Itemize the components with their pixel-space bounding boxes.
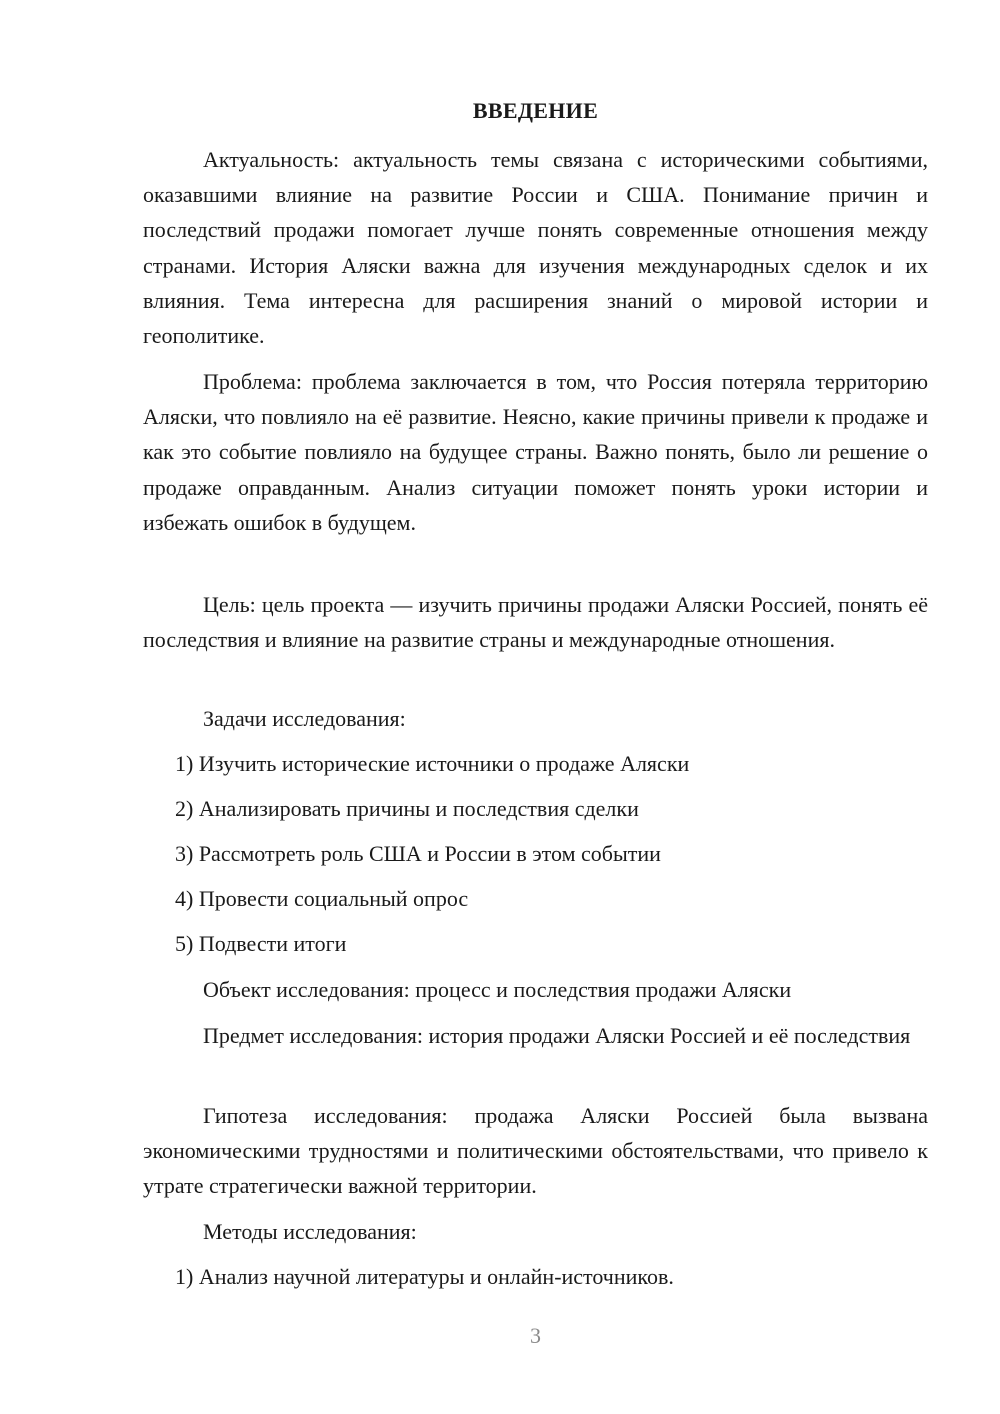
hypothesis-paragraph: Гипотеза исследования: продажа Аляски Россией была вызвана экономическими трудностями и политическими обстоятельствами, что привело к утрате стратегически важной территории. bbox=[143, 1103, 928, 1199]
task-item: 2) Анализировать причины и последствия сделки bbox=[175, 796, 639, 821]
tasks-heading: Задачи исследования: bbox=[203, 706, 406, 731]
method-item: 1) Анализ научной литературы и онлайн-источников. bbox=[175, 1264, 674, 1289]
task-item: 5) Подвести итоги bbox=[175, 931, 347, 956]
goal-paragraph: Цель: цель проекта — изучить причины продажи Аляски Россией, понять её последствия и влияние на развитие страны и международные отношения. bbox=[143, 592, 928, 653]
task-item: 4) Провести социальный опрос bbox=[175, 886, 469, 911]
page-number: 3 bbox=[530, 1323, 541, 1348]
task-item: 3) Рассмотреть роль США и России в этом событии bbox=[175, 841, 661, 866]
relevance-paragraph: Актуальность: актуальность темы связана с историческими событиями, оказавшими влияние на развитие России и США. Понимание причин и последствий продажи помогает лучше понять современные отношения между странами. История Аляски важна для изучения международных сделок и их влияния. Тема интересна для расширения знаний о мировой истории и геополитике. bbox=[143, 147, 928, 349]
object-paragraph: Объект исследования: процесс и последствия продажи Аляски bbox=[203, 977, 792, 1002]
task-item: 1) Изучить исторические источники о продаже Аляски bbox=[175, 751, 690, 776]
problem-paragraph: Проблема: проблема заключается в том, что Россия потеряла территорию Аляски, что повлияло на её развитие. Неясно, какие причины привели к продаже и как это событие повлияло на будущее страны. Важно понять, было ли решение о продаже оправданным. Анализ ситуации поможет понять уроки истории и избежать ошибок в будущем. bbox=[143, 369, 928, 535]
section-title: ВВЕДЕНИЕ bbox=[472, 98, 599, 123]
subject-paragraph: Предмет исследования: история продажи Аляски Россией и её последствия bbox=[203, 1023, 911, 1048]
methods-heading: Методы исследования: bbox=[203, 1219, 417, 1244]
